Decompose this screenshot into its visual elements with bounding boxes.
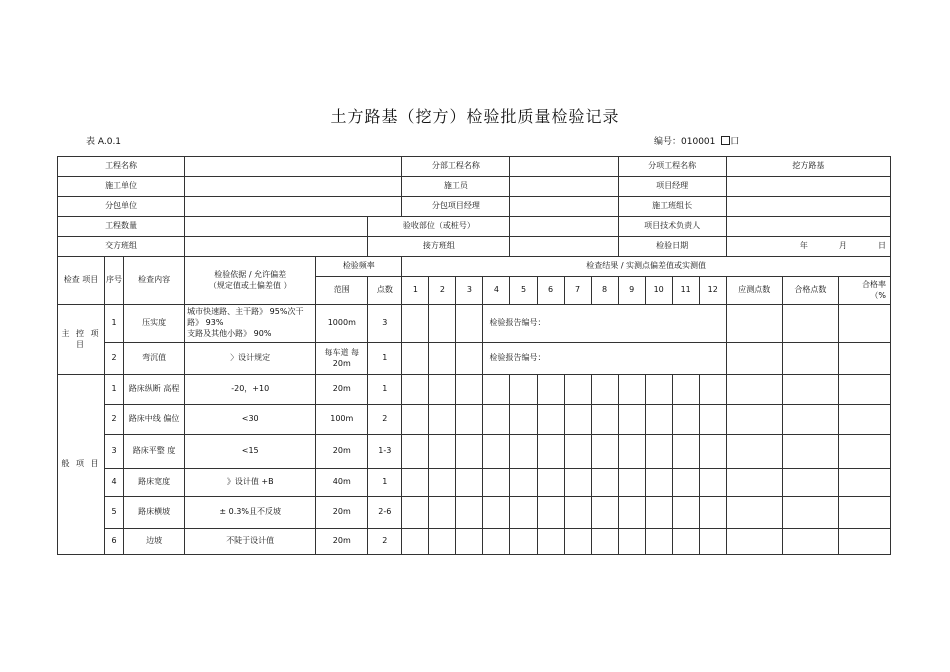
result-cell[interactable]: [429, 529, 456, 555]
basis-header-line1: 检验依据 / 允许偏差: [214, 269, 287, 279]
pass-points-cell[interactable]: [782, 343, 838, 375]
handover-team-value[interactable]: [185, 237, 368, 257]
result-cell[interactable]: [699, 435, 726, 469]
result-cell[interactable]: [483, 469, 510, 497]
result-cell[interactable]: [456, 305, 483, 343]
result-cell[interactable]: [537, 435, 564, 469]
report-number-label: 检验报告编号：: [489, 353, 546, 363]
report-number-cell[interactable]: [483, 343, 726, 375]
table-row: [58, 529, 891, 555]
range-cell: 20m: [316, 435, 368, 469]
result-cell[interactable]: [672, 435, 699, 469]
date-month: 月: [838, 241, 847, 251]
result-cell[interactable]: [591, 375, 618, 405]
pass-rate-cell[interactable]: [838, 529, 890, 555]
points-cell: 2-6: [368, 497, 402, 529]
result-cell[interactable]: [564, 469, 591, 497]
result-cell[interactable]: [456, 435, 483, 469]
point-number-header: 11: [672, 277, 699, 305]
points-cell: 2: [368, 405, 402, 435]
points-cell: 3: [368, 305, 402, 343]
result-cell[interactable]: [699, 375, 726, 405]
tech-lead-label: 项目技术负责人: [618, 217, 726, 237]
table-row: [58, 375, 891, 405]
inspection-date-label: 检验日期: [618, 237, 726, 257]
pass-rate-cell[interactable]: [838, 305, 890, 343]
project-name-value[interactable]: [185, 157, 402, 177]
pass-points-header: 合格点数: [782, 277, 838, 305]
table-row: [58, 343, 891, 375]
checkbox-icon[interactable]: [721, 136, 730, 145]
should-points-cell[interactable]: [726, 435, 782, 469]
tech-lead-value[interactable]: [726, 217, 890, 237]
pass-rate-cell[interactable]: [838, 435, 890, 469]
should-points-cell[interactable]: [726, 497, 782, 529]
result-cell[interactable]: [537, 469, 564, 497]
pass-rate-header: [838, 277, 890, 305]
should-points-cell[interactable]: [726, 375, 782, 405]
construction-staff-value[interactable]: [510, 177, 618, 197]
result-cell[interactable]: [537, 497, 564, 529]
result-cell[interactable]: [672, 375, 699, 405]
range-cell: 每车道 每 20m: [316, 343, 368, 375]
header-row-team: [58, 237, 891, 257]
main-items-category: 主 控 项 目: [58, 305, 105, 375]
result-cell[interactable]: [591, 435, 618, 469]
project-manager-value[interactable]: [726, 177, 890, 197]
basis-cell: [185, 305, 316, 343]
result-cell[interactable]: [618, 529, 645, 555]
team-leader-value[interactable]: [726, 197, 890, 217]
result-cell[interactable]: [510, 405, 537, 435]
seq-cell: 1: [105, 375, 124, 405]
record-code: [654, 134, 739, 147]
subcontract-unit-label: 分包单位: [58, 197, 185, 217]
should-points-cell[interactable]: [726, 529, 782, 555]
seq-header: 序号: [105, 257, 124, 305]
code-value: 010001: [681, 137, 716, 147]
header-row-project: [58, 157, 891, 177]
content-cell: 路床中线 偏位: [124, 405, 185, 435]
range-cell: 1000m: [316, 305, 368, 343]
content-header: 检查内容: [124, 257, 185, 305]
point-number-header: 5: [510, 277, 537, 305]
basis-cell: <15: [185, 435, 316, 469]
category-header: 检查 项目: [58, 257, 105, 305]
result-cell[interactable]: [564, 435, 591, 469]
basis-cell: 》设计值 +B: [185, 469, 316, 497]
result-cell[interactable]: [591, 469, 618, 497]
pass-points-cell[interactable]: [782, 469, 838, 497]
result-cell[interactable]: [456, 469, 483, 497]
points-cell: 1-3: [368, 435, 402, 469]
construction-unit-value[interactable]: [185, 177, 402, 197]
range-header: 范围: [316, 277, 368, 305]
pass-points-cell[interactable]: [782, 375, 838, 405]
content-cell: 路床平整 度: [124, 435, 185, 469]
table-row: [58, 469, 891, 497]
seq-cell: 3: [105, 435, 124, 469]
result-cell[interactable]: [699, 469, 726, 497]
should-points-cell[interactable]: [726, 405, 782, 435]
date-year: 年: [799, 241, 808, 251]
result-cell[interactable]: [456, 375, 483, 405]
result-cell[interactable]: [429, 497, 456, 529]
inspection-record-table: [57, 156, 891, 555]
point-number-header: 6: [537, 277, 564, 305]
item-project-value[interactable]: 挖方路基: [726, 157, 890, 177]
result-cell[interactable]: [537, 529, 564, 555]
pass-rate-line2: （%: [870, 290, 886, 300]
result-cell[interactable]: [402, 435, 429, 469]
basis-cell: <30: [185, 405, 316, 435]
range-cell: 100m: [316, 405, 368, 435]
should-points-cell[interactable]: [726, 343, 782, 375]
result-cell[interactable]: [402, 343, 429, 375]
point-number-header: 1: [402, 277, 429, 305]
project-name-label: 工程名称: [58, 157, 185, 177]
basis-line: 路》 93%: [187, 318, 224, 328]
report-number-cell[interactable]: [483, 305, 726, 343]
result-cell[interactable]: [429, 305, 456, 343]
result-cell[interactable]: [402, 497, 429, 529]
general-items-category: 般 项 目: [58, 375, 105, 555]
header-row-quantity: [58, 217, 891, 237]
point-number-header: 10: [645, 277, 672, 305]
basis-cell: ± 0.3%且不反坡: [185, 497, 316, 529]
pass-points-cell[interactable]: [782, 497, 838, 529]
result-cell[interactable]: [510, 497, 537, 529]
acceptance-location-label: 验收部位（或桩号）: [368, 217, 510, 237]
result-cell[interactable]: [672, 497, 699, 529]
range-cell: 40m: [316, 469, 368, 497]
results-header: 检查结果 / 实测点偏差值或实测值: [402, 257, 891, 277]
result-cell[interactable]: [537, 375, 564, 405]
range-cell: 20m: [316, 529, 368, 555]
report-number-label: 检验报告编号：: [489, 318, 546, 328]
handover-team-label: 交方班组: [58, 237, 185, 257]
result-cell[interactable]: [429, 375, 456, 405]
result-cell[interactable]: [591, 405, 618, 435]
content-cell: 边坡: [124, 529, 185, 555]
range-cell: 20m: [316, 497, 368, 529]
content-cell: 弯沉值: [124, 343, 185, 375]
column-header-row-1: [58, 257, 891, 277]
pass-points-cell[interactable]: [782, 435, 838, 469]
point-number-header: 12: [699, 277, 726, 305]
pass-points-cell[interactable]: [782, 405, 838, 435]
header-row-unit: [58, 177, 891, 197]
result-cell[interactable]: [483, 405, 510, 435]
result-cell[interactable]: [456, 529, 483, 555]
result-cell[interactable]: [699, 529, 726, 555]
pass-rate-cell[interactable]: [838, 405, 890, 435]
result-cell[interactable]: [429, 435, 456, 469]
result-cell[interactable]: [510, 435, 537, 469]
result-cell[interactable]: [402, 529, 429, 555]
result-cell[interactable]: [618, 469, 645, 497]
item-project-label: 分项工程名称: [618, 157, 726, 177]
subproject-label: 分部工程名称: [402, 157, 510, 177]
team-leader-label: 施工班组长: [618, 197, 726, 217]
result-cell[interactable]: [699, 497, 726, 529]
date-day: 日: [878, 241, 886, 251]
result-cell[interactable]: [564, 497, 591, 529]
result-cell[interactable]: [645, 405, 672, 435]
seq-cell: 1: [105, 305, 124, 343]
result-cell[interactable]: [618, 435, 645, 469]
pass-rate-cell[interactable]: [838, 375, 890, 405]
frequency-header: 检验频率: [316, 257, 402, 277]
table-row: [58, 405, 891, 435]
seq-cell: 2: [105, 405, 124, 435]
point-number-header: 7: [564, 277, 591, 305]
result-cell[interactable]: [672, 529, 699, 555]
construction-unit-label: 施工单位: [58, 177, 185, 197]
code-label: 编号：: [654, 137, 682, 147]
inspection-date-value[interactable]: [726, 237, 890, 257]
seq-cell: 6: [105, 529, 124, 555]
result-cell[interactable]: [510, 529, 537, 555]
should-points-cell[interactable]: [726, 305, 782, 343]
result-cell[interactable]: [483, 497, 510, 529]
result-cell[interactable]: [510, 469, 537, 497]
result-cell[interactable]: [645, 469, 672, 497]
basis-header: [185, 257, 316, 305]
result-cell[interactable]: [672, 469, 699, 497]
result-cell[interactable]: [645, 435, 672, 469]
result-cell[interactable]: [402, 305, 429, 343]
header-row-subcontract: [58, 197, 891, 217]
point-number-header: 2: [429, 277, 456, 305]
result-cell[interactable]: [564, 375, 591, 405]
content-cell: 路床宽度: [124, 469, 185, 497]
content-cell: 路床横坡: [124, 497, 185, 529]
basis-cell: 〉设计规定: [185, 343, 316, 375]
pass-rate-line1: 合格率: [862, 279, 886, 289]
receiving-team-value[interactable]: [510, 237, 618, 257]
result-cell[interactable]: [672, 405, 699, 435]
subcontract-manager-label: 分包项目经理: [402, 197, 510, 217]
pass-rate-cell[interactable]: [838, 469, 890, 497]
quantity-value[interactable]: [185, 217, 368, 237]
result-cell[interactable]: [645, 375, 672, 405]
code-suffix: 口: [730, 137, 740, 147]
point-number-header: 9: [618, 277, 645, 305]
result-cell[interactable]: [699, 405, 726, 435]
point-number-header: 4: [483, 277, 510, 305]
subproject-value[interactable]: [510, 157, 618, 177]
result-cell[interactable]: [402, 405, 429, 435]
basis-cell: -20，+10: [185, 375, 316, 405]
points-cell: 1: [368, 469, 402, 497]
result-cell[interactable]: [564, 529, 591, 555]
form-number: 表 A.0.1: [86, 137, 122, 147]
page-title: 土方路基（挖方）检验批质量检验记录: [330, 107, 620, 126]
basis-line: 城市快速路、主干路》 95%次干: [187, 307, 304, 317]
points-cell: 1: [368, 343, 402, 375]
receiving-team-label: 接方班组: [368, 237, 510, 257]
result-cell[interactable]: [429, 469, 456, 497]
seq-cell: 5: [105, 497, 124, 529]
subcontract-manager-value[interactable]: [510, 197, 618, 217]
result-cell[interactable]: [402, 469, 429, 497]
result-cell[interactable]: [645, 529, 672, 555]
quantity-label: 工程数量: [58, 217, 185, 237]
seq-cell: 2: [105, 343, 124, 375]
points-cell: 1: [368, 375, 402, 405]
points-header: 点数: [368, 277, 402, 305]
basis-line: 支路及其他小路》 90%: [187, 328, 272, 338]
result-cell[interactable]: [429, 343, 456, 375]
result-cell[interactable]: [456, 497, 483, 529]
point-number-header: 3: [456, 277, 483, 305]
basis-cell: 不陡于设计值: [185, 529, 316, 555]
result-cell[interactable]: [591, 529, 618, 555]
range-cell: 20m: [316, 375, 368, 405]
pass-rate-cell[interactable]: [838, 497, 890, 529]
content-cell: 压实度: [124, 305, 185, 343]
content-cell: 路床纵断 高程: [124, 375, 185, 405]
subcontract-unit-value[interactable]: [185, 197, 402, 217]
result-cell[interactable]: [618, 497, 645, 529]
point-number-header: 8: [591, 277, 618, 305]
points-cell: 2: [368, 529, 402, 555]
result-cell[interactable]: [429, 405, 456, 435]
project-manager-label: 项目经理: [618, 177, 726, 197]
should-points-cell[interactable]: [726, 469, 782, 497]
basis-header-line2: （规定值或土偏差值 ）: [208, 280, 292, 290]
should-points-header: 应测点数: [726, 277, 782, 305]
result-cell[interactable]: [564, 405, 591, 435]
pass-rate-cell[interactable]: [838, 343, 890, 375]
pass-points-cell[interactable]: [782, 305, 838, 343]
seq-cell: 4: [105, 469, 124, 497]
result-cell[interactable]: [591, 497, 618, 529]
result-cell[interactable]: [456, 405, 483, 435]
table-row: [58, 435, 891, 469]
result-cell[interactable]: [510, 375, 537, 405]
result-cell[interactable]: [483, 529, 510, 555]
result-cell[interactable]: [618, 405, 645, 435]
table-row: [58, 305, 891, 343]
result-cell[interactable]: [483, 435, 510, 469]
pass-points-cell[interactable]: [782, 529, 838, 555]
table-row: [58, 497, 891, 529]
construction-staff-label: 施工员: [402, 177, 510, 197]
result-cell[interactable]: [537, 405, 564, 435]
result-cell[interactable]: [618, 375, 645, 405]
result-cell[interactable]: [645, 497, 672, 529]
result-cell[interactable]: [456, 343, 483, 375]
result-cell[interactable]: [402, 375, 429, 405]
result-cell[interactable]: [483, 375, 510, 405]
acceptance-location-value[interactable]: [510, 217, 618, 237]
